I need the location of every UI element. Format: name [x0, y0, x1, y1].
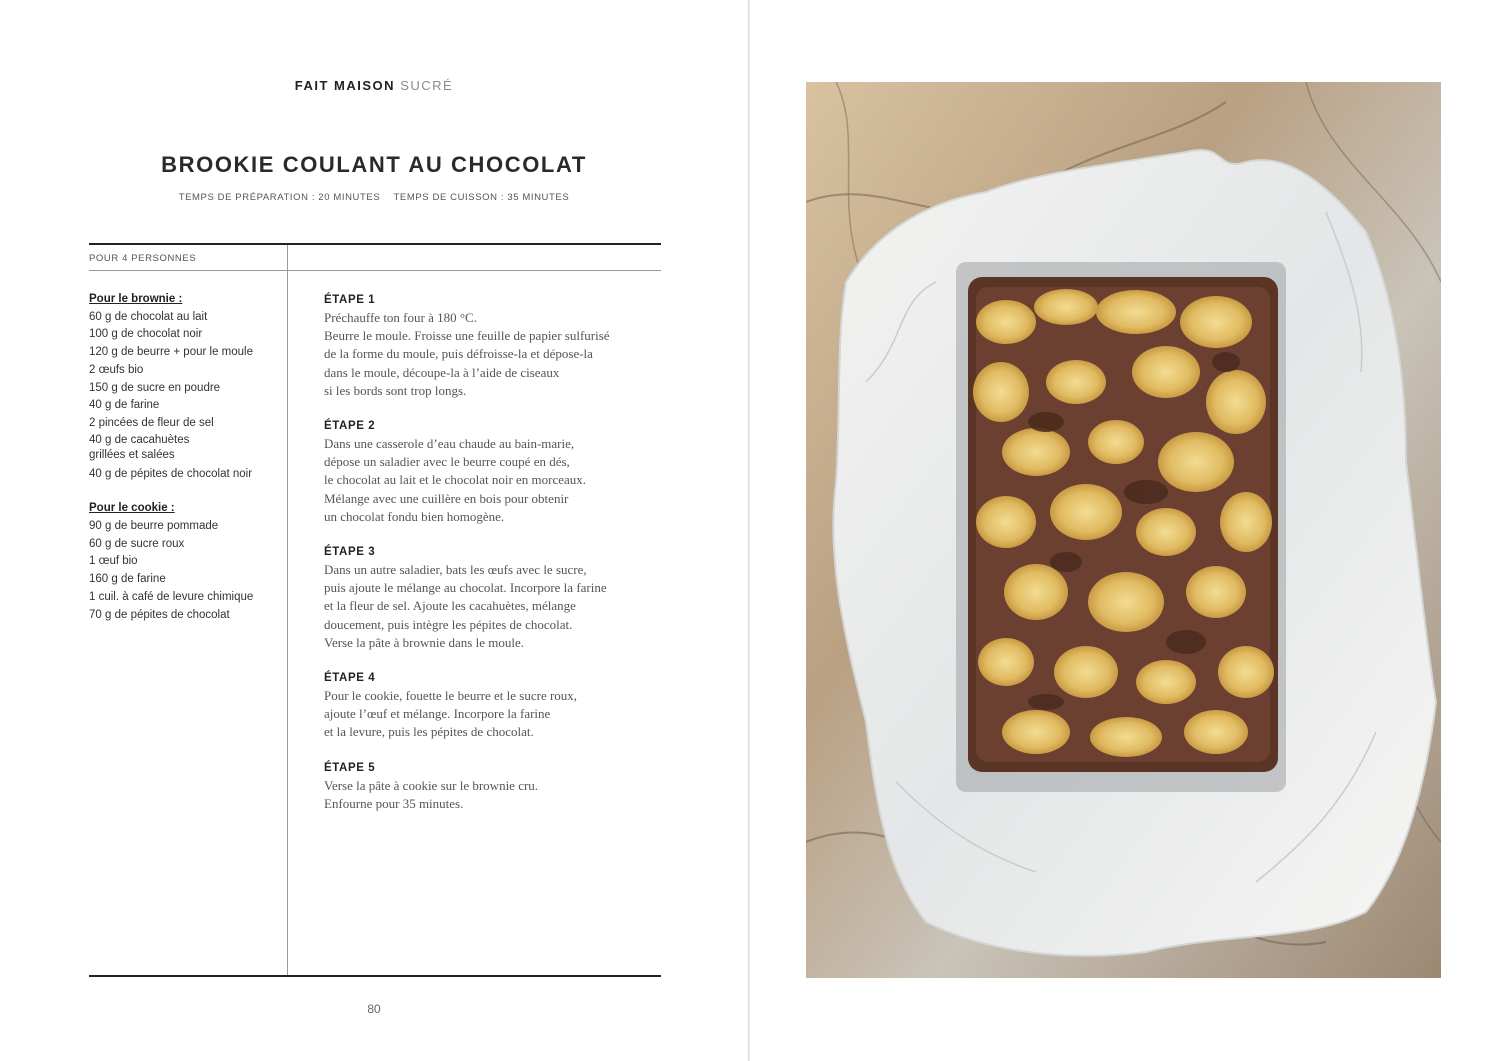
page-number: 80 [367, 1002, 381, 1016]
step-text: puis ajoute le mélange au chocolat. Incorpore la farine [324, 580, 607, 596]
brookie-illustration [806, 82, 1441, 978]
ingredient-item: 1 œuf bio [89, 555, 138, 568]
ingredient-item: 90 g de beurre pommade [89, 520, 219, 533]
step-text: Verse la pâte à brownie dans le moule. [324, 634, 524, 650]
recipe-title: BROOKIE COULANT AU CHOCOLAT [161, 152, 587, 177]
ingredient-item: 60 g de chocolat au lait [89, 310, 208, 323]
step-text: Enfourne pour 35 minutes. [324, 795, 464, 811]
step-text: un chocolat fondu bien homogène. [324, 508, 505, 524]
ingredient-item: 160 g de farine [89, 573, 166, 586]
step-text: si les bords sont trop longs. [324, 382, 467, 398]
step-text: Mélange avec une cuillère en bois pour obtenir [324, 490, 569, 506]
ingredient-group-cookie [89, 500, 284, 624]
ingredient-item: 150 g de sucre en poudre [89, 381, 221, 394]
cook-time: TEMPS DE CUISSON : 35 MINUTES [393, 192, 570, 203]
step-title: ÉTAPE 2 [324, 420, 376, 433]
step-text: et la fleur de sel. Ajoute les cacahuètes, mélange [324, 598, 576, 614]
column-divider [287, 245, 288, 975]
step-4 [324, 669, 654, 742]
step-text: de la forme du moule, puis défroisse-la et dépose-la [324, 346, 593, 362]
step-text: dépose un saladier avec le beurre coupé en dés, [324, 454, 570, 470]
step-text: doucement, puis intègre les pépites de chocolat. [324, 616, 573, 632]
step-text: et la levure, puis les pépites de chocolat. [324, 724, 534, 740]
servings-label: POUR 4 PERSONNES [89, 253, 197, 264]
ingredients-list [89, 291, 284, 624]
step-text: dans le moule, découpe-la à l’aide de ciseaux [324, 364, 560, 380]
step-title: ÉTAPE 1 [324, 294, 376, 306]
ingredient-item: grillées et salées [89, 448, 175, 461]
step-text: Pour le cookie, fouette le beurre et le sucre roux, [324, 688, 578, 704]
step-5 [324, 759, 654, 813]
step-2 [324, 417, 654, 526]
table-header-rule [89, 270, 661, 271]
step-3 [324, 543, 654, 652]
ingredient-item: 2 pincées de fleur de sel [89, 416, 214, 429]
ingredient-item: 2 œufs bio [89, 363, 144, 376]
ingredient-item: 120 g de beurre + pour le moule [89, 346, 253, 359]
step-text: Dans un autre saladier, bats les œufs avec le sucre, [324, 562, 587, 578]
ingredient-item: 100 g de chocolat noir [89, 328, 203, 341]
step-text: le chocolat au lait et le chocolat noir en morceaux. [324, 472, 587, 488]
table-top-rule [89, 243, 661, 245]
ingredient-group-title: Pour le brownie : [89, 293, 183, 305]
ingredient-group-title: Pour le cookie : [89, 502, 175, 515]
table-bottom-rule [89, 975, 661, 977]
prep-time: TEMPS DE PRÉPARATION : 20 MINUTES [178, 192, 381, 203]
step-text: ajoute l’œuf et mélange. Incorpore la farine [324, 706, 551, 722]
ingredient-item: 40 g de cacahuètes [89, 433, 190, 446]
section-subcategory: SUCRÉ [400, 78, 454, 93]
ingredient-item: 60 g de sucre roux [89, 537, 185, 550]
ingredient-item: 40 g de farine [89, 399, 160, 412]
ingredient-group-brownie [89, 291, 284, 483]
step-title: ÉTAPE 3 [324, 546, 376, 559]
section-label [0, 78, 748, 93]
ingredient-item: 40 g de pépites de chocolat noir [89, 467, 253, 480]
step-text: Verse la pâte à cookie sur le brownie cru. [324, 777, 539, 793]
step-text: Dans une casserole d’eau chaude au bain-marie, [324, 436, 575, 452]
brookie-photo [806, 82, 1441, 978]
step-text: Préchauffe ton four à 180 °C. [324, 310, 477, 325]
step-title: ÉTAPE 4 [324, 672, 376, 685]
step-text: Beurre le moule. Froisse une feuille de papier sulfurisé [324, 328, 610, 344]
recipe-times [0, 192, 748, 203]
recipe-page [0, 0, 748, 1061]
step-1 [324, 291, 654, 400]
steps-list [324, 291, 654, 830]
step-title: ÉTAPE 5 [324, 761, 376, 774]
ingredient-item: 1 cuil. à café de levure chimique [89, 590, 254, 603]
section-category: FAIT MAISON [294, 78, 396, 93]
ingredient-item: 70 g de pépites de chocolat [89, 608, 230, 621]
